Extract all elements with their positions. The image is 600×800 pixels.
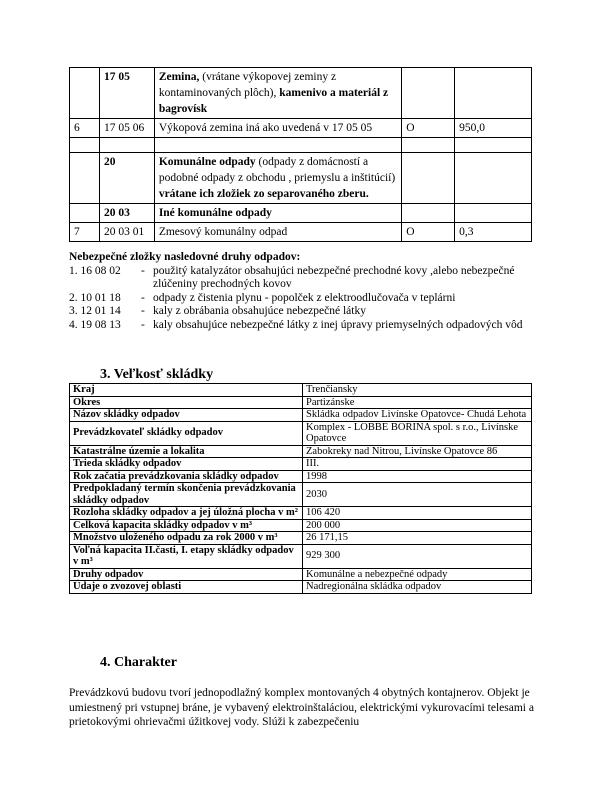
hazardous-title: Nebezpečné zložky nasledovné druhy odpadov: [69, 251, 301, 263]
cell-desc [154, 153, 401, 204]
desc-normal: (odpady z domácností a podobné odpady z obchodu , priemyslu a inštitúcií) [158, 156, 396, 184]
row-value: Nadregionálna skládka odpadov [303, 581, 532, 594]
row-value: Partizánske [303, 396, 532, 409]
section-heading: 4. Charakter [100, 655, 177, 670]
table-row-empty [70, 138, 532, 153]
row-key: Rok začatia prevádzkovania skládky odpadov [70, 470, 303, 483]
row-key: Prevádzkovateľ skládky odpadov [70, 421, 303, 445]
row-key: Rozloha skládky odpadov a jej úložná plocha v m² [70, 507, 303, 520]
item-code: 3. 12 01 14 [69, 305, 121, 317]
table-row [70, 223, 532, 242]
table-row [70, 153, 532, 204]
table-row [70, 507, 532, 520]
list-item [69, 319, 539, 333]
cell-code: 17 05 06 [99, 119, 154, 138]
table-row [70, 581, 532, 594]
item-dash: - [141, 291, 145, 304]
item-code: 2. 10 01 18 [69, 291, 121, 304]
item-code: 4. 19 08 13 [69, 318, 121, 331]
table-row [70, 483, 532, 507]
desc-bold: Komunálne odpady [158, 156, 256, 168]
cell-quantity [455, 68, 532, 119]
table-row [70, 421, 532, 445]
cell-quantity: 0,3 [455, 223, 532, 242]
row-value: 26 171,15 [303, 532, 532, 545]
cell-no: 7 [70, 223, 100, 242]
table-row [70, 519, 532, 532]
cell-category: O [402, 119, 455, 138]
item-dash: - [141, 305, 145, 317]
row-key: Údaje o zvozovej oblasti [70, 581, 303, 594]
cell-code: 20 03 01 [99, 223, 154, 242]
item-text: odpady z čistenia plynu - popolček z elektroodlučovača v teplárni [153, 291, 456, 304]
cell-desc [154, 68, 401, 119]
row-key: Okres [70, 396, 303, 409]
table-row [70, 568, 532, 581]
waste-catalog-table [69, 67, 532, 242]
item-code: 1. 16 08 02 [69, 264, 121, 277]
cell-empty [402, 138, 455, 153]
cell-no [70, 153, 100, 204]
landfill-info-table [69, 383, 532, 594]
table-row [70, 409, 532, 422]
cell-code: 20 03 [99, 204, 154, 223]
desc-bold: vrátane ich zložiek zo separovaného zberu. [158, 188, 369, 200]
list-item [69, 292, 539, 306]
row-value: 200 000 [303, 519, 532, 532]
cell-quantity [455, 153, 532, 204]
cell-category: O [402, 223, 455, 242]
cell-empty [70, 138, 100, 153]
cell-empty [99, 138, 154, 153]
row-value: Trenčiansky [303, 384, 532, 397]
cell-code: 20 [99, 153, 154, 204]
row-key: Voľná kapacita II.časti, I. etapy skládky odpadov v m³ [70, 544, 303, 568]
row-key: Predpokladaný termín skončenia prevádzkovania skládky odpadov [70, 483, 303, 507]
list-item [69, 305, 539, 319]
table-row [70, 384, 532, 397]
row-value: 2030 [303, 483, 532, 507]
table-row [70, 544, 532, 568]
cell-category [402, 204, 455, 223]
cell-empty [455, 138, 532, 153]
row-key: Názov skládky odpadov [70, 409, 303, 422]
row-key: Druhy odpadov [70, 568, 303, 581]
table-row [70, 458, 532, 471]
item-dash: - [141, 318, 145, 331]
row-value: III. [303, 458, 532, 471]
table-row [70, 396, 532, 409]
cell-desc: Iné komunálne odpady [154, 204, 401, 223]
row-key: Trieda skládky odpadov [70, 458, 303, 471]
row-value: Komunálne a nebezpečné odpady [303, 568, 532, 581]
row-value: 929 300 [303, 544, 532, 568]
list-item [69, 265, 539, 292]
section-heading: 3. Veľkosť skládky [100, 367, 214, 382]
row-key: Množstvo uloženého odpadu za rok 2000 v m³ [70, 532, 303, 545]
cell-empty [154, 138, 401, 153]
item-text: použitý katalyzátor obsahujúci nebezpečné prechodné kovy ,alebo nebezpečné zlúčeniny prechodných kovov [153, 264, 515, 290]
cell-category [402, 68, 455, 119]
table-row [70, 445, 532, 458]
item-text: kaly obsahujúce nebezpečné látky z inej úpravy priemyselných odpadových vôd [153, 318, 523, 331]
item-text: kaly z obrábania obsahujúce nebezpečné látky [153, 305, 366, 317]
desc-bold: Zemina, [158, 71, 200, 83]
desc-bold: kamenivo a materiál z bagrovísk [158, 87, 389, 115]
cell-desc: Zmesový komunálny odpad [154, 223, 401, 242]
table-row [70, 470, 532, 483]
row-value: 106 420 [303, 507, 532, 520]
cell-no [70, 68, 100, 119]
row-key: Kraj [70, 384, 303, 397]
row-value: Komplex - LOBBE BORINA spol. s r.o., Livínske Opatovce [303, 421, 532, 445]
row-key: Katastrálne územie a lokalita [70, 445, 303, 458]
row-key: Celková kapacita skládky odpadov v m³ [70, 519, 303, 532]
cell-code: 17 05 [99, 68, 154, 119]
cell-no: 6 [70, 119, 100, 138]
table-row [70, 532, 532, 545]
item-dash: - [141, 264, 145, 277]
table-row [70, 68, 532, 119]
table-row [70, 204, 532, 223]
row-value: Skládka odpadov Livínske Opatovce- Chudá Lehota [303, 409, 532, 422]
row-value: 1998 [303, 470, 532, 483]
cell-quantity [455, 204, 532, 223]
hazardous-components [69, 251, 539, 332]
cell-desc: Výkopová zemina iná ako uvedená v 17 05 05 [154, 119, 401, 138]
body-paragraph: Prevádzkovú budovu tvorí jednopodlažný komplex montovaných 4 obytných kontajnerov. Objekt je umiestnený pri vstupnej bráne, je vybavený elektroinštaláciou, elektrickými vykurovacími telesami a prietokovými ohrievačmi úžitkovej vody. Slúži k zabezpečeniu [69, 687, 534, 728]
cell-category [402, 153, 455, 204]
table-row [70, 119, 532, 138]
cell-no [70, 204, 100, 223]
desc-normal: (vrátane výkopovej zeminy z kontaminovaných plôch), [158, 71, 337, 99]
cell-quantity: 950,0 [455, 119, 532, 138]
row-value: Zabokreky nad Nitrou, Livínske Opatovce 86 [303, 445, 532, 458]
